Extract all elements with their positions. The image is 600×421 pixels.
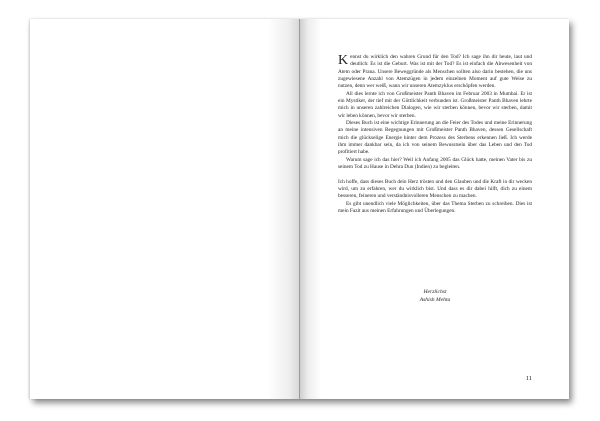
paragraph-1-text: ennst du wirklich den wahren Grund für den Tod? Ich sage ihn dir heute, laut und deutlich: Es ist die Geburt. Was ist mit der Tod? Es ist einfach die Abwesenheit von Atem oder Prana. Unsere Beweggründe als Menschen sollten also darin bestehen, die uns zugewiesene Anzahl von Atemzügen in jedem einzelnen Moment auf gute Weise zu nutzen, denn wer weiß, wann wir unseren Atemzyklus erschöpfen werden. [338,54,532,90]
page-number: 11 [525,375,532,382]
drop-cap: K [338,53,349,68]
paragraph-4: Warum sage ich das hier? Weil ich Anfang 2005 das Glück hatte, meinen Vater bis zu seinem Tod zu Hause in Dehra Dun (Indien) zu begleiten. [338,156,532,171]
signature-block [338,289,532,304]
body-text [338,54,532,216]
paragraph-5: Ich hoffe, dass dieses Buch dein Herz trösten und den Glauben und die Kraft in dir wecken wird, um zu erfahren, wer du wirklich bist. Und dass es dir dabei hilft, dich zu einem besseren, feineren und verständnisvolleren Menschen zu machen. [338,178,532,200]
paragraph-1 [338,54,532,91]
paragraph-3: Dieses Buch ist eine wichtige Erinnerung an die Feier des Todes und meine Erinnerung an meine intensiven Begegnungen mit Großmeister Panth Bhaven, dessen Gesellschaft mich die glückselige Energie hinter dem Prozess des Sterbens erkennen ließ. Ich werde ihm immer dankbar sein, da ich von seinem Bewusstsein über das Leben und den Tod profitiert habe. [338,120,532,156]
author-name: Ashish Mehta [419,296,451,303]
right-page [300,19,569,399]
left-page [30,19,300,399]
book-spread [30,19,569,399]
paragraph-6: Es gibt unendlich viele Möglichkeiten, über das Thema Sterben zu schreiben. Dies ist mein Fazit aus meinen Erfahrungen und Überlegungen. [338,200,532,215]
paragraph-2: All dies lernte ich von Großmeister Panth Bhaven im Februar 2003 in Mumbai. Er ist ein Mystiker, der tief mit der Göttlichkeit verbunden ist. Großmeister Panth Bhaven lehrte mich in unseren zahlreichen Dialogen, wie wir sterben können, bevor wir sterben, damit wir leben können, bevor wir sterben. [338,90,532,119]
closing-line: Herzlichst [423,289,447,295]
